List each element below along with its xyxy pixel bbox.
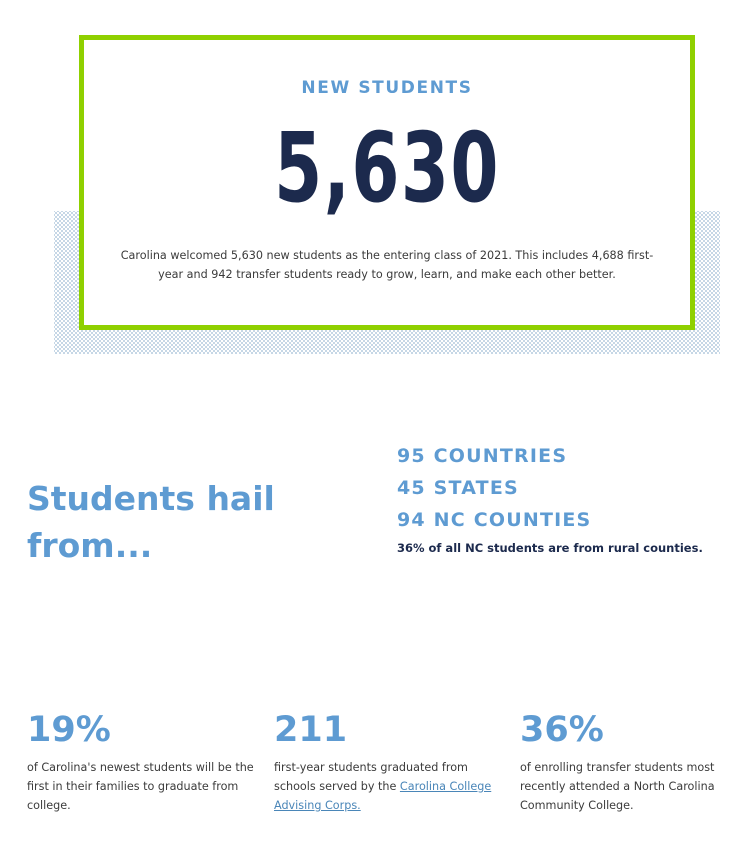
new-students-card bbox=[79, 35, 695, 330]
stat-description bbox=[274, 758, 502, 815]
hail-note: 36% of all NC students are from rural counties. bbox=[397, 541, 703, 555]
stat-text-before: first-year students graduated from schools served by the bbox=[274, 761, 468, 793]
stat-first-gen bbox=[27, 706, 255, 815]
hail-item-nc-counties: 94 NC COUNTIES bbox=[397, 509, 592, 531]
stat-value: 211 bbox=[274, 710, 348, 750]
hero-label: NEW STUDENTS bbox=[301, 78, 473, 98]
hero-number: 5,630 bbox=[274, 112, 500, 224]
stat-description: of enrolling transfer students most recently attended a North Carolina Community College. bbox=[520, 761, 715, 812]
advising-corps-link[interactable]: Carolina College Advising Corps. bbox=[274, 780, 492, 812]
stat-advising-corps bbox=[274, 706, 502, 815]
stat-description: of Carolina's newest students will be the first in their families to graduate from college. bbox=[27, 761, 254, 812]
hail-heading: Students hail from... bbox=[27, 479, 275, 565]
hail-item-countries: 95 COUNTRIES bbox=[397, 445, 568, 467]
hail-list bbox=[397, 440, 727, 555]
stat-transfer bbox=[520, 706, 730, 815]
stat-value: 19% bbox=[27, 710, 111, 750]
hail-item-states: 45 STATES bbox=[397, 477, 519, 499]
stat-value: 36% bbox=[520, 710, 604, 750]
hero-description: Carolina welcomed 5,630 new students as the entering class of 2021. This includes 4,688 first-year and 942 transfer students ready to grow, learn, and make each other better. bbox=[120, 249, 654, 281]
